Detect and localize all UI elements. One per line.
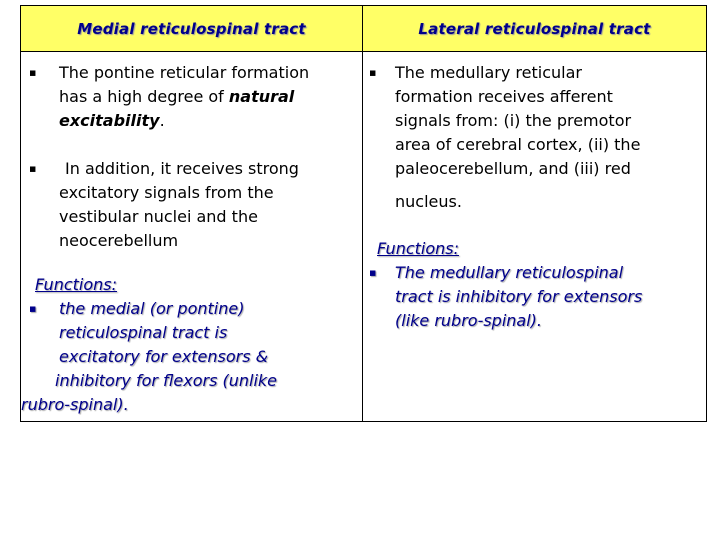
medial-function-line-4: inhibitory for flexors (unlike [55, 371, 278, 390]
medial-point-1-line-1: The pontine reticular formation [59, 63, 310, 82]
lateral-column [363, 52, 706, 422]
lateral-function-line-2: tract is inhibitory for extensors [395, 287, 643, 306]
square-bullet-icon: ▪ [369, 266, 377, 279]
medial-point-1-line-2: has a high degree of natural [59, 87, 295, 106]
comparison-table [20, 5, 707, 422]
medial-point-1-line-3: excitability. [59, 111, 165, 130]
square-bullet-icon: ▪ [369, 66, 377, 79]
table-header-row [21, 6, 706, 52]
medial-point-2-line-3: vestibular nuclei and the [59, 207, 258, 226]
lateral-point-1-line-5: paleocerebellum, and (iii) red [395, 159, 631, 178]
lateral-point-1-line-4: area of cerebral cortex, (ii) the [395, 135, 641, 154]
square-bullet-icon: ▪ [29, 162, 37, 175]
medial-point-2-line-2: excitatory signals from the [59, 183, 274, 202]
square-bullet-icon: ▪ [29, 66, 37, 79]
header-medial-tract: Medial reticulospinal tract [21, 6, 363, 51]
square-bullet-icon: ▪ [29, 302, 37, 315]
medial-point-2-line-1: In addition, it receives strong [65, 159, 299, 178]
medial-function-line-5: rubro-spinal). [21, 395, 129, 414]
lateral-function-line-1: The medullary reticulospinal [395, 263, 624, 282]
header-lateral-tract: Lateral reticulospinal tract [363, 6, 706, 51]
medial-function-line-3: excitatory for extensors & [59, 347, 269, 366]
lateral-point-1-line-6: nucleus. [395, 192, 462, 211]
lateral-point-1-line-2: formation receives afferent [395, 87, 613, 106]
lateral-point-1-line-3: signals from: (i) the premotor [395, 111, 632, 130]
medial-functions-label: Functions: [35, 275, 118, 294]
lateral-function-line-3: (like rubro-spinal). [395, 311, 542, 330]
lateral-point-1-line-1: The medullary reticular [395, 63, 582, 82]
medial-function-line-2: reticulospinal tract is [59, 323, 228, 342]
medial-point-2-line-4: neocerebellum [59, 231, 179, 250]
medial-column [21, 52, 362, 422]
lateral-functions-label: Functions: [377, 239, 460, 258]
medial-function-line-1: the medial (or pontine) [59, 299, 245, 318]
